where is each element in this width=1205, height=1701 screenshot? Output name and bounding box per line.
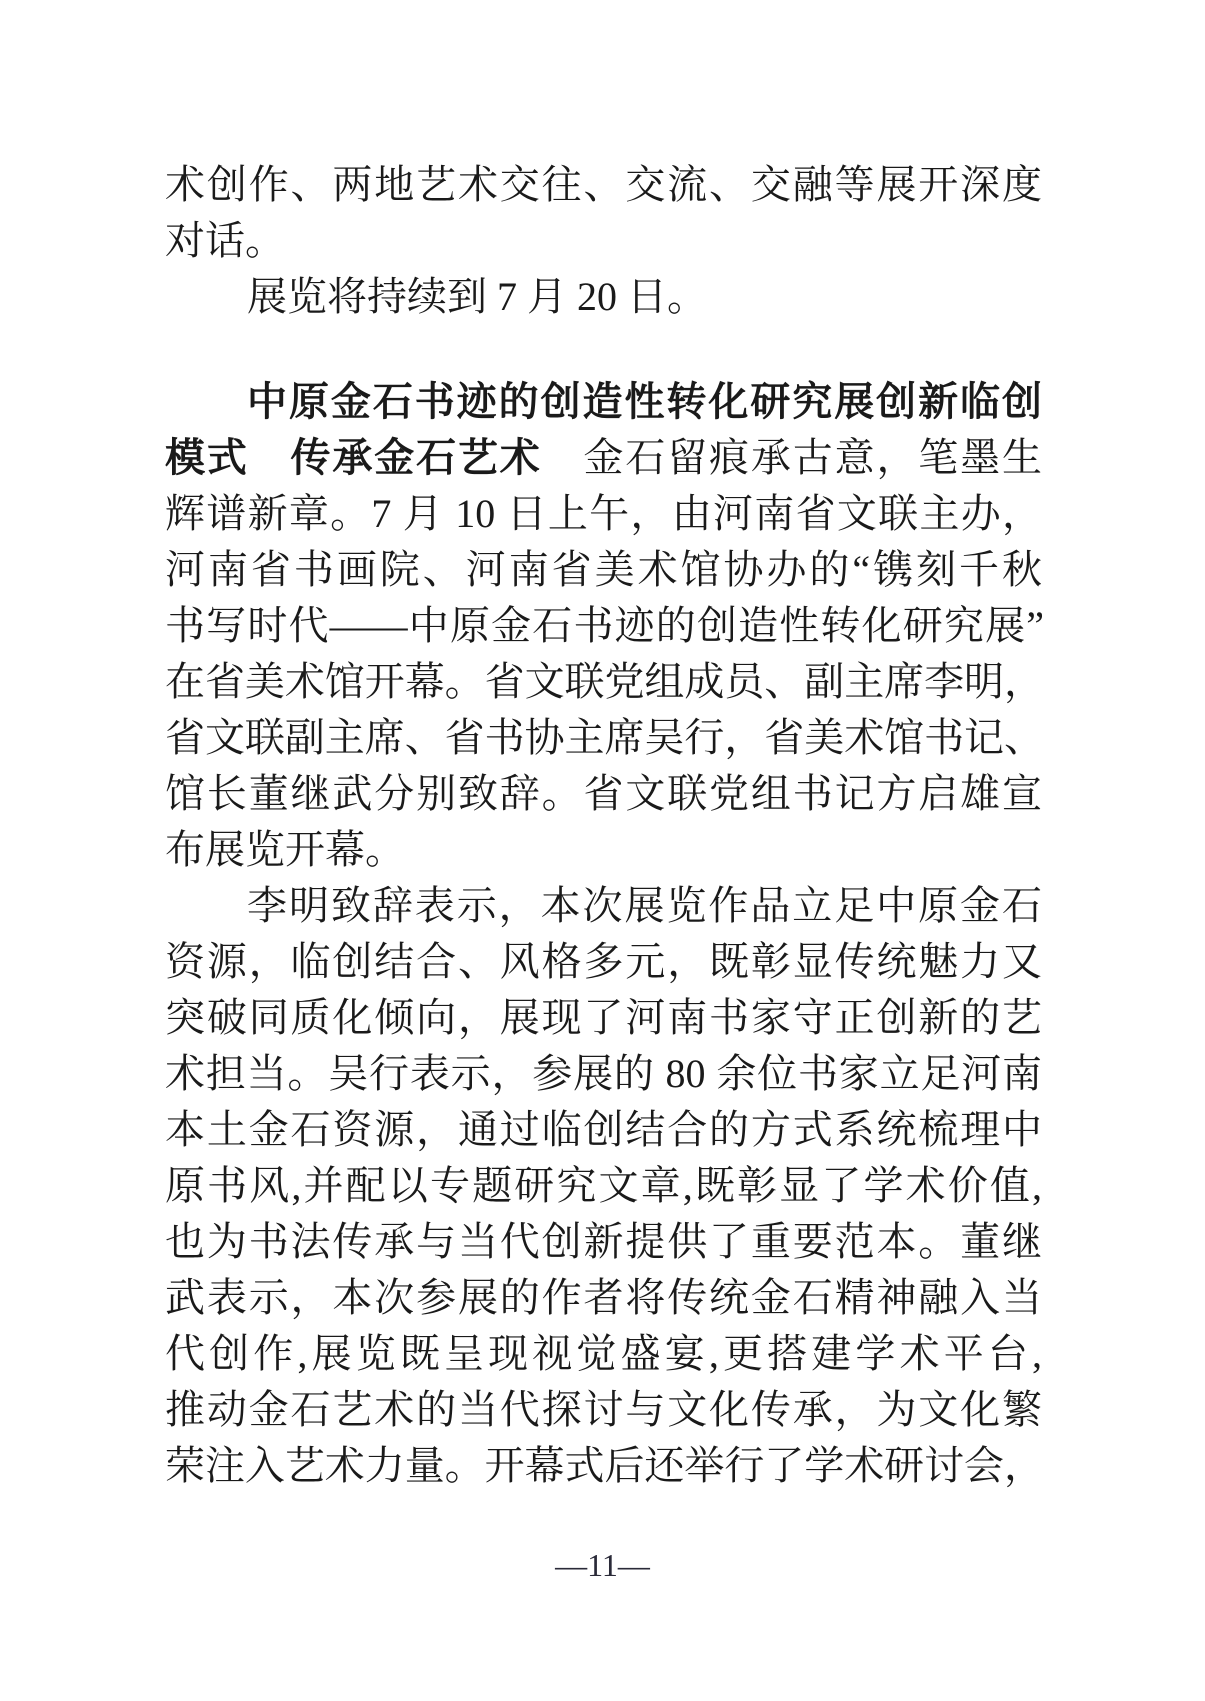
text-line xyxy=(165,157,1042,213)
body-text-run: 推动金石艺术的当代探讨与文化传承，为文化繁 xyxy=(165,1387,1042,1432)
text-line xyxy=(165,374,1042,430)
body-text-run: 原书风,并配以专题研究文章,既彰显了学术价值, xyxy=(165,1163,1042,1208)
text-line xyxy=(165,486,1042,542)
text-line xyxy=(165,1270,1042,1326)
heading-text-run: 模式 传承金石艺术 xyxy=(165,436,542,480)
text-line xyxy=(165,1214,1042,1270)
body-text-run: 金石留痕承古意，笔墨生 xyxy=(541,435,1042,480)
text-line xyxy=(165,934,1042,990)
body-text-run: 李明致辞表示，本次展览作品立足中原金石 xyxy=(247,883,1042,928)
text-line xyxy=(165,1382,1042,1438)
body-text-run: 辉谱新章。7 月 10 日上午，由河南省文联主办， xyxy=(165,491,1042,536)
text-line xyxy=(165,269,1042,325)
heading-text-run: 中原金石书迹的创造性转化研究展创新临创 xyxy=(247,380,1042,424)
body-text-run: 对话。 xyxy=(165,218,285,263)
body-text-run: 资源，临创结合、风格多元，既彰显传统魅力又 xyxy=(165,939,1042,984)
text-line xyxy=(165,878,1042,934)
body-text-run: 馆长董继武分别致辞。省文联党组书记方启雄宣 xyxy=(165,771,1042,816)
body-text-run: 术担当。吴行表示，参展的 80 余位书家立足河南 xyxy=(165,1051,1042,1096)
body-text-run: 武表示，本次参展的作者将传统金石精神融入当 xyxy=(165,1275,1042,1320)
body-text-run: 书写时代——中原金石书迹的创造性转化研究展” xyxy=(165,603,1042,648)
text-line xyxy=(165,1046,1042,1102)
text-line xyxy=(165,654,1042,710)
body-text-run: 布展览开幕。 xyxy=(165,827,405,872)
text-line xyxy=(165,598,1042,654)
text-line xyxy=(165,766,1042,822)
text-line xyxy=(165,430,1042,486)
body-text-run: 术创作、两地艺术交往、交流、交融等展开深度 xyxy=(165,162,1042,207)
text-line xyxy=(165,822,1042,878)
body-text-run: 也为书法传承与当代创新提供了重要范本。董继 xyxy=(165,1219,1042,1264)
document-body xyxy=(165,157,1042,1494)
text-line xyxy=(165,710,1042,766)
body-text-run: 本土金石资源，通过临创结合的方式系统梳理中 xyxy=(165,1107,1042,1152)
page-number: —11— xyxy=(555,1547,650,1583)
text-line xyxy=(165,1158,1042,1214)
paragraph-spacer xyxy=(165,325,1042,374)
text-line xyxy=(165,213,1042,269)
body-text-run: 代创作,展览既呈现视觉盛宴,更搭建学术平台, xyxy=(165,1331,1042,1376)
body-text-run: 河南省书画院、河南省美术馆协办的“镌刻千秋 xyxy=(165,547,1042,592)
body-text-run: 在省美术馆开幕。省文联党组成员、副主席李明， xyxy=(165,659,1042,704)
text-line xyxy=(165,1438,1042,1494)
body-text-run: 突破同质化倾向，展现了河南书家守正创新的艺 xyxy=(165,995,1042,1040)
body-text-run: 展览将持续到 7 月 20 日。 xyxy=(247,274,707,319)
body-text-run: 省文联副主席、省书协主席吴行，省美术馆书记、 xyxy=(165,715,1042,760)
text-line xyxy=(165,1102,1042,1158)
body-text-run: 荣注入艺术力量。开幕式后还举行了学术研讨会， xyxy=(165,1443,1042,1488)
text-line xyxy=(165,542,1042,598)
text-line xyxy=(165,990,1042,1046)
text-line xyxy=(165,1326,1042,1382)
